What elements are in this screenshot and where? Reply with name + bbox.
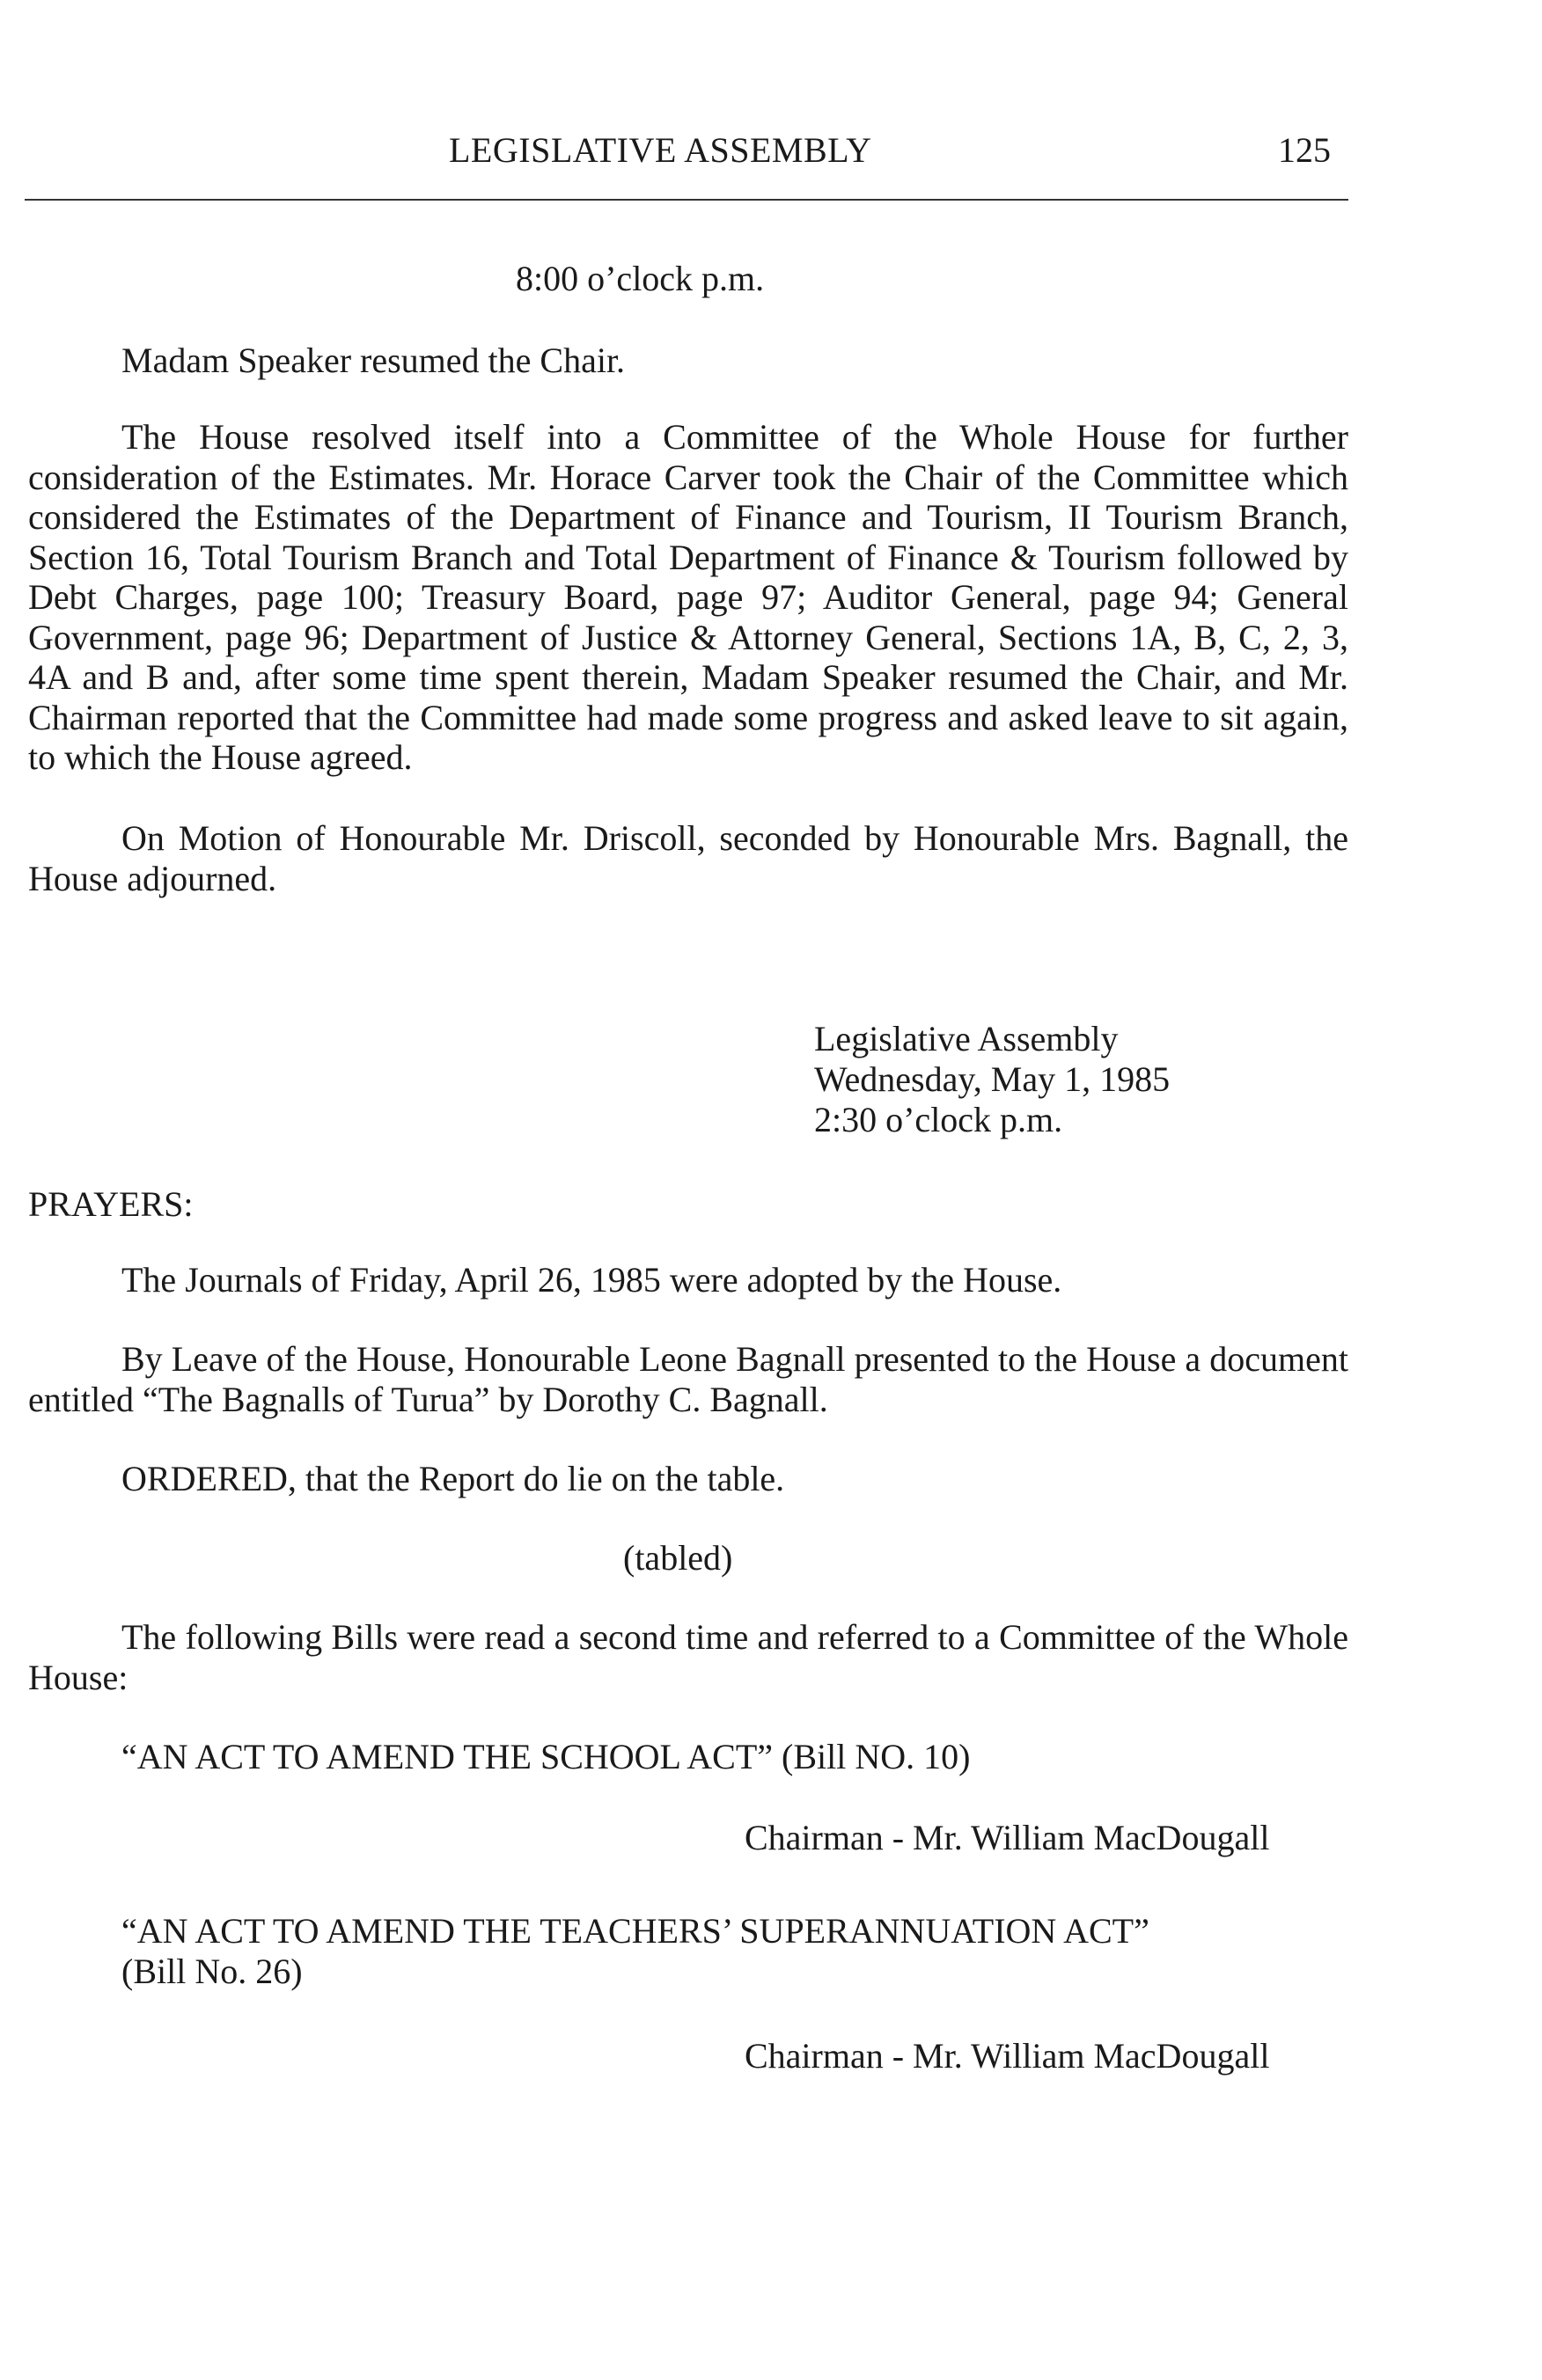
journals-line: The Journals of Friday, April 26, 1985 were adopted by the House. [121,1260,1062,1300]
sitting-place: Legislative Assembly [814,1019,1119,1058]
page-number: 125 [1278,130,1331,170]
bill-chairman: Chairman - Mr. William MacDougall [745,2036,1270,2076]
sitting-date: Wednesday, May 1, 1985 [814,1059,1171,1099]
bill-title: “AN ACT TO AMEND THE TEACHERS’ SUPERANNUATION ACT” [121,1911,1149,1951]
adjourn-paragraph-text: On Motion of Honourable Mr. Driscoll, seconded by Honourable Mrs. Bagnall, the House adjourned. [28,818,1348,898]
speaker-resumed-line: Madam Speaker resumed the Chair. [121,341,626,380]
bills-intro-text: The following Bills were read a second time and referred to a Committee of the Whole House: [28,1617,1348,1697]
prayers-heading: PRAYERS: [28,1184,194,1224]
evening-time: 8:00 o’clock p.m. [516,259,765,298]
bill-chairman: Chairman - Mr. William MacDougall [745,1818,1270,1857]
committee-paragraph [28,417,1348,778]
leave-paragraph [28,1339,1348,1419]
leave-paragraph-text: By Leave of the House, Honourable Leone Bagnall presented to the House a document entitled “The Bagnalls of Turua” by Dorothy C. Bagnall. [28,1339,1348,1419]
tabled-note: (tabled) [623,1538,733,1578]
bills-intro-paragraph [28,1617,1348,1697]
running-header-title: LEGISLATIVE ASSEMBLY [449,130,872,170]
adjourn-paragraph [28,818,1348,898]
committee-paragraph-text: The House resolved itself into a Committee of the Whole House for further consideration of the Estimates. Mr. Horace Carver took the Chair of the Committee which considered the Estimates of the Department of Finance and Tourism, II Tourism Branch, Section 16, Total Tourism Branch and Total Department of Finance & Tourism followed by Debt Charges, page 100; Treasury Board, page 97; Auditor General, page 94; General Government, page 96; Department of Justice & Attorney General, Sections 1A, B, C, 2, 3, 4A and B and, after some time spent therein, Madam Speaker resumed the Chair, and Mr. Chairman reported that the Committee had made some progress and asked leave to sit again, to which the House agreed. [28,417,1348,777]
bill-title: “AN ACT TO AMEND THE SCHOOL ACT” (Bill NO. 10) [121,1737,971,1776]
header-rule [25,199,1348,201]
ordered-line: ORDERED, that the Report do lie on the table. [121,1459,785,1498]
sitting-time: 2:30 o’clock p.m. [814,1100,1063,1139]
bill-number: (Bill No. 26) [121,1952,303,1991]
